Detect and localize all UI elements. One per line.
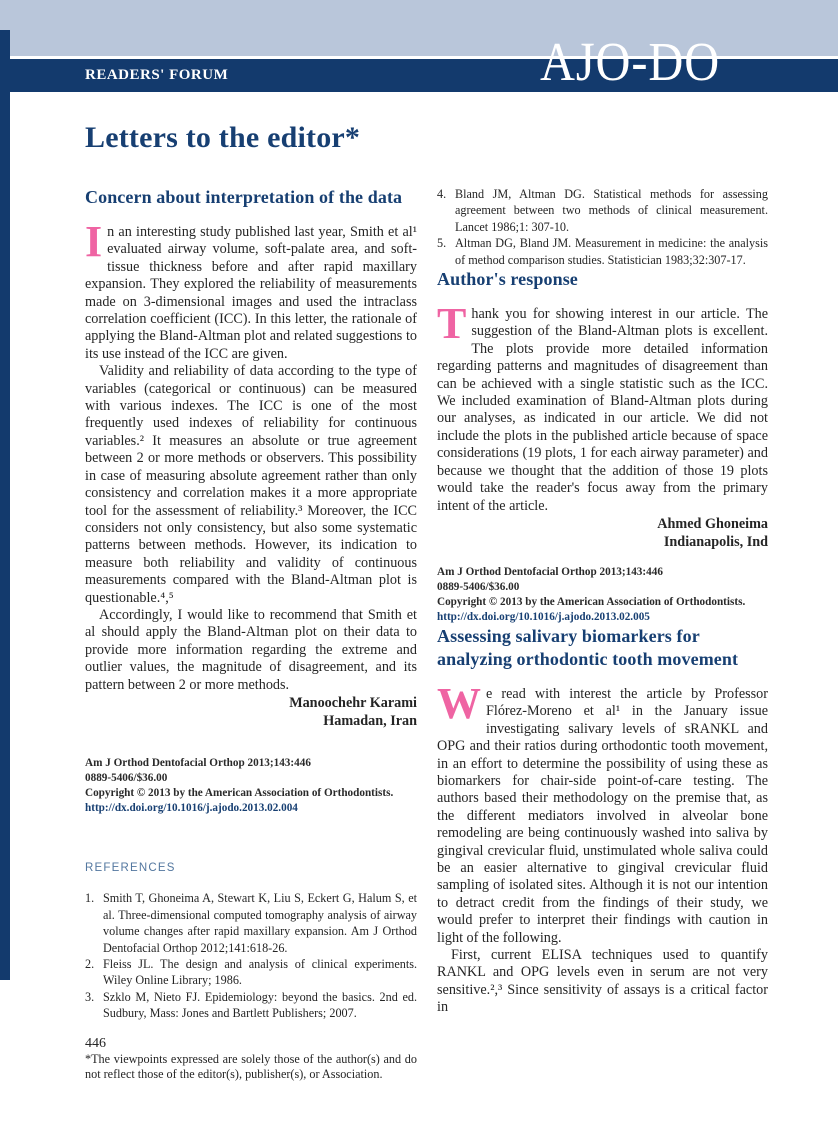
letter3-paragraph-1-text: e read with interest the article by Professor Flórez-Moreno et al¹ in the January issue investigating salivary levels of sRANKL and OPG and their ratios during orthodontic tooth movement, in an effort to determine the possibility of using these as biomarkers for chair-side point-of-care testing. The authors based their methodology on the premise that, as the different mediators involved in alveolar bone remodeling are being continuously washed into saliva by gingival crevicular fluid, unstimulated whole saliva could be an easier alternative to gingival crevicular fluid sampling of isolated sites. Although it is not our intention to detract credit from the findings of their study, we would prefer to interpret their findings with caution in light of the following. <box>437 685 768 946</box>
letter2-author-name: Ahmed Ghoneima <box>657 515 768 532</box>
reference-2-text: Fleiss JL. The design and analysis of clinical experiments. Wiley Online Library; 1986. <box>103 957 417 988</box>
letter1-doi-link[interactable]: http://dx.doi.org/10.1016/j.ajodo.2013.02.004 <box>85 801 298 814</box>
letter3-heading: Assessing salivary biomarkers for analyzing orthodontic tooth movement <box>437 625 739 669</box>
reference-3-number: 3. <box>85 989 95 1004</box>
reference-item-3 <box>85 989 417 1022</box>
left-column <box>85 186 417 1083</box>
citation-copyright-line: Copyright © 2013 by the American Association of Orthodontists. <box>85 786 394 799</box>
reference-item-1 <box>85 890 417 956</box>
references-label: REFERENCES <box>85 861 176 874</box>
section-label: READERS' FORUM <box>85 67 229 83</box>
letter2-paragraph-1 <box>437 299 768 515</box>
reference-1-text: Smith T, Ghoneima A, Stewart K, Liu S, Eckert G, Halum S, et al. Three-dimensional computed tomography analysis of airway volume changes after rapid maxillary expansion. Am J Orthod Dentofacial Orthop 2012;141:618-26. <box>103 891 417 955</box>
letter1-signature <box>85 694 417 730</box>
letter1-author-name: Manoochehr Karami <box>289 694 417 711</box>
references-list-right <box>437 186 768 268</box>
reference-3-text: Szklo M, Nieto FJ. Epidemiology: beyond the basics. 2nd ed. Sudbury, Mass: Jones and Bartlett Publishers; 2007. <box>103 989 417 1021</box>
citation-issn-line: 0889-5406/$36.00 <box>85 771 168 784</box>
journal-logo: AJO-DO <box>540 31 721 92</box>
letter2-paragraph-1-text: hank you for showing interest in our article. The suggestion of the Bland-Altman plots is excellent. The plots provide more detailed information regarding patterns and magnitudes of disagreement than can be achieved with a single statistic such as the ICC. We included examination of Bland-Altman plots during our analyses, as indicated in our article. We did not include the plots in the published article because of space considerations (19 plots, 1 for each airway parameter) and because we thought that the addition of those 19 plots would take the reader's focus away from the primary intent of the article. <box>437 306 768 514</box>
letter1-paragraph-1-text: n an interesting study published last year, Smith et al¹ evaluated airway volume, soft-palate area, and soft-tissue thickness before and after rapid maxillary expansion. They explored the reliability of measurements made on 3-dimensional images and used the intraclass correlation coefficient (ICC). In this letter, the rationale of applying the Bland-Altman plot and related suggestions to its use instead of the ICC are given. <box>85 224 417 362</box>
viewpoints-footnote: *The viewpoints expressed are solely those of the author(s) and do not reflect those of the editor(s), publisher(s), or Association. <box>85 1051 417 1082</box>
reference-5-text: Altman DG, Bland JM. Measurement in medicine: the analysis of method comparison studies. Statistician 1983;32:307-17. <box>455 236 768 267</box>
page-number: 446 <box>85 1036 106 1051</box>
reference-4-text: Bland JM, Altman DG. Statistical methods for assessing agreement between two methods of clinical measurement. Lancet 1986;1: 307-10. <box>455 187 768 234</box>
letter1-author-location: Hamadan, Iran <box>323 712 417 729</box>
letter1-paragraph-2: Validity and reliability of data according to the type of variables (categorical or continuous) can be measured with various indexes. The ICC is one of the most frequently used indexes of reliability for continuous variables.² It measures an absolute or true agreement between 2 or more methods or observers. This possibility in case of measuring absolute agreement rather than only consistency and correlation makes it a more appropriate tool for the assessment of reliability.³ Moreover, the ICC considers not only consistency, but also some systematic patterns between methods. However, its indication to measure both reliability and validity of continuous measurements compared with the Bland-Altman plot is questionable.⁴,⁵ <box>85 363 417 606</box>
left-edge-strip <box>0 30 10 980</box>
reference-1-number: 1. <box>85 891 95 906</box>
letter2-doi-link[interactable]: http://dx.doi.org/10.1016/j.ajodo.2013.02.005 <box>437 610 650 623</box>
letter2-dropcap: T <box>437 299 467 349</box>
letter2-heading: Author's response <box>437 269 578 290</box>
letter3-paragraph-1 <box>437 678 768 947</box>
citation-issn-line: 0889-5406/$36.00 <box>437 580 520 593</box>
letter2-citation-block <box>437 565 768 625</box>
letter3-dropcap: W <box>437 678 481 728</box>
letter1-paragraph-1 <box>85 217 417 363</box>
reference-item-2 <box>85 956 417 989</box>
reference-5-number: 5. <box>437 236 447 251</box>
citation-copyright-line: Copyright © 2013 by the American Association of Orthodontists. <box>437 595 746 608</box>
reference-4-number: 4. <box>437 187 447 201</box>
references-list-left <box>85 890 417 1021</box>
reference-2-number: 2. <box>85 957 95 971</box>
letter1-heading: Concern about interpretation of the data <box>85 187 403 207</box>
letter1-dropcap: I <box>85 217 103 266</box>
letter1-paragraph-3: Accordingly, I would like to recommend that Smith et al should apply the Bland-Altman plot on their data to provide more information regarding the extreme and outlier values, the magnitude of disagreement, and its pattern between 2 or more methods. <box>85 606 417 693</box>
reference-item-5 <box>437 235 768 268</box>
citation-journal-line: Am J Orthod Dentofacial Orthop 2013;143:446 <box>437 565 663 578</box>
letter2-signature <box>437 515 768 551</box>
letter2-author-location: Indianapolis, Ind <box>663 533 768 550</box>
citation-journal-line: Am J Orthod Dentofacial Orthop 2013;143:446 <box>85 756 311 769</box>
letter1-citation-block <box>85 756 417 816</box>
right-column <box>437 186 768 1017</box>
reference-item-4 <box>437 186 768 235</box>
page-title: Letters to the editor* <box>85 121 361 154</box>
letter3-paragraph-2: First, current ELISA techniques used to quantify RANKL and OPG levels even in serum are not very sensitive.²,³ Since sensitivity of assays is a critical factor in <box>437 947 768 1016</box>
